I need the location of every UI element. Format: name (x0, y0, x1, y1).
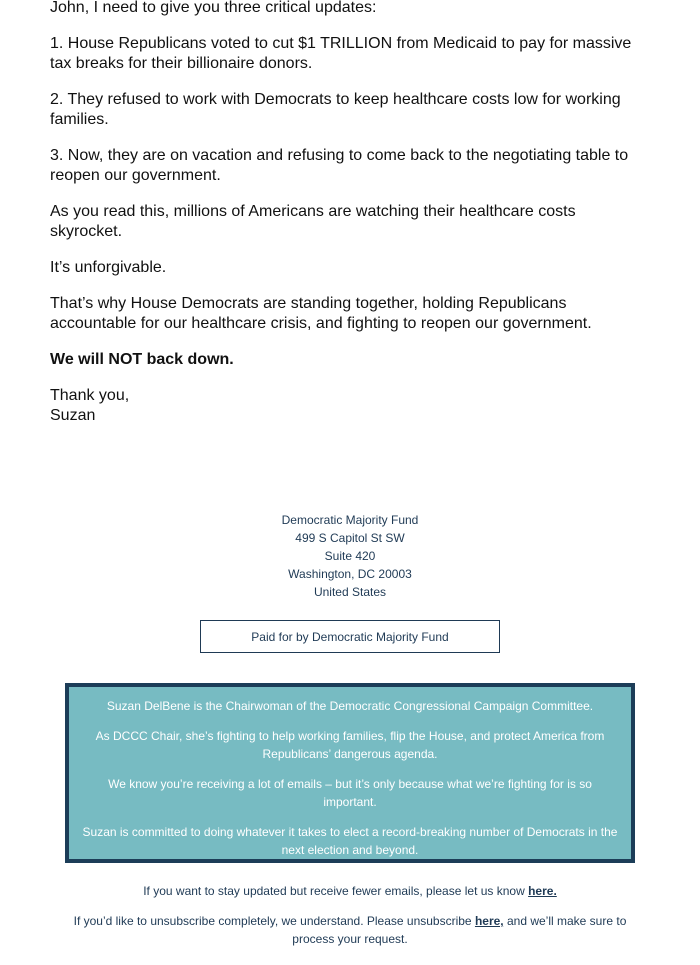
mailing-address (0, 511, 700, 601)
unsubscribe-notice (0, 912, 700, 948)
city-state-zip: Washington, DC 20003 (288, 567, 412, 581)
greeting: John, I need to give you three critical updates: (50, 0, 377, 16)
paid-for-text: Paid for by Democratic Majority Fund (251, 629, 449, 644)
paid-for-disclaimer (200, 620, 500, 653)
email-body (50, 0, 650, 426)
bio-line: Suzan is committed to doing whatever it takes to elect a record-breaking number of Democrats in the next election and beyond. (82, 825, 618, 857)
body-paragraph: As you read this, millions of Americans are watching their healthcare costs skyrocket. (50, 203, 576, 240)
bold-statement: We will NOT back down. (50, 351, 234, 368)
fewer-emails-text: If you want to stay updated but receive fewer emails, please let us know (143, 884, 529, 898)
sign-off (50, 386, 650, 426)
unsubscribe-tail: and we’ll make sure to process your request. (292, 914, 627, 946)
bio-line: Suzan DelBene is the Chairwoman of the Democratic Congressional Campaign Committee. (106, 699, 594, 713)
unsubscribe-text: If you’d like to unsubscribe completely, we understand. Please unsubscribe (73, 914, 475, 928)
bio-line: As DCCC Chair, she’s fighting to help working families, flip the House, and protect America from Republicans’ dangerous agenda. (95, 729, 605, 761)
fewer-emails-notice (0, 882, 700, 900)
bio-line: We know you’re receiving a lot of emails – but it’s only because what we’re fighting for is so important. (108, 777, 592, 809)
signature: Suzan (50, 407, 96, 424)
update-item-2: 2. They refused to work with Democrats to keep healthcare costs low for working families. (50, 91, 621, 128)
suite: Suite 420 (324, 549, 376, 563)
body-paragraph: It’s unforgivable. (50, 259, 167, 276)
update-item-1: 1. House Republicans voted to cut $1 TRILLION from Medicaid to pay for massive tax breaks for their billionaire donors. (50, 35, 632, 72)
org-name: Democratic Majority Fund (281, 513, 419, 527)
unsubscribe-link[interactable]: here, (474, 914, 504, 928)
fewer-emails-link[interactable]: here. (528, 884, 557, 898)
closing: Thank you, (50, 387, 130, 404)
bio-box (65, 683, 635, 863)
update-item-3: 3. Now, they are on vacation and refusing to come back to the negotiating table to reopen our government. (50, 147, 629, 184)
body-paragraph: That’s why House Democrats are standing together, holding Republicans accountable for our healthcare crisis, and fighting to reopen our government. (50, 295, 592, 332)
country: United States (313, 585, 387, 599)
street: 499 S Capitol St SW (295, 531, 405, 545)
